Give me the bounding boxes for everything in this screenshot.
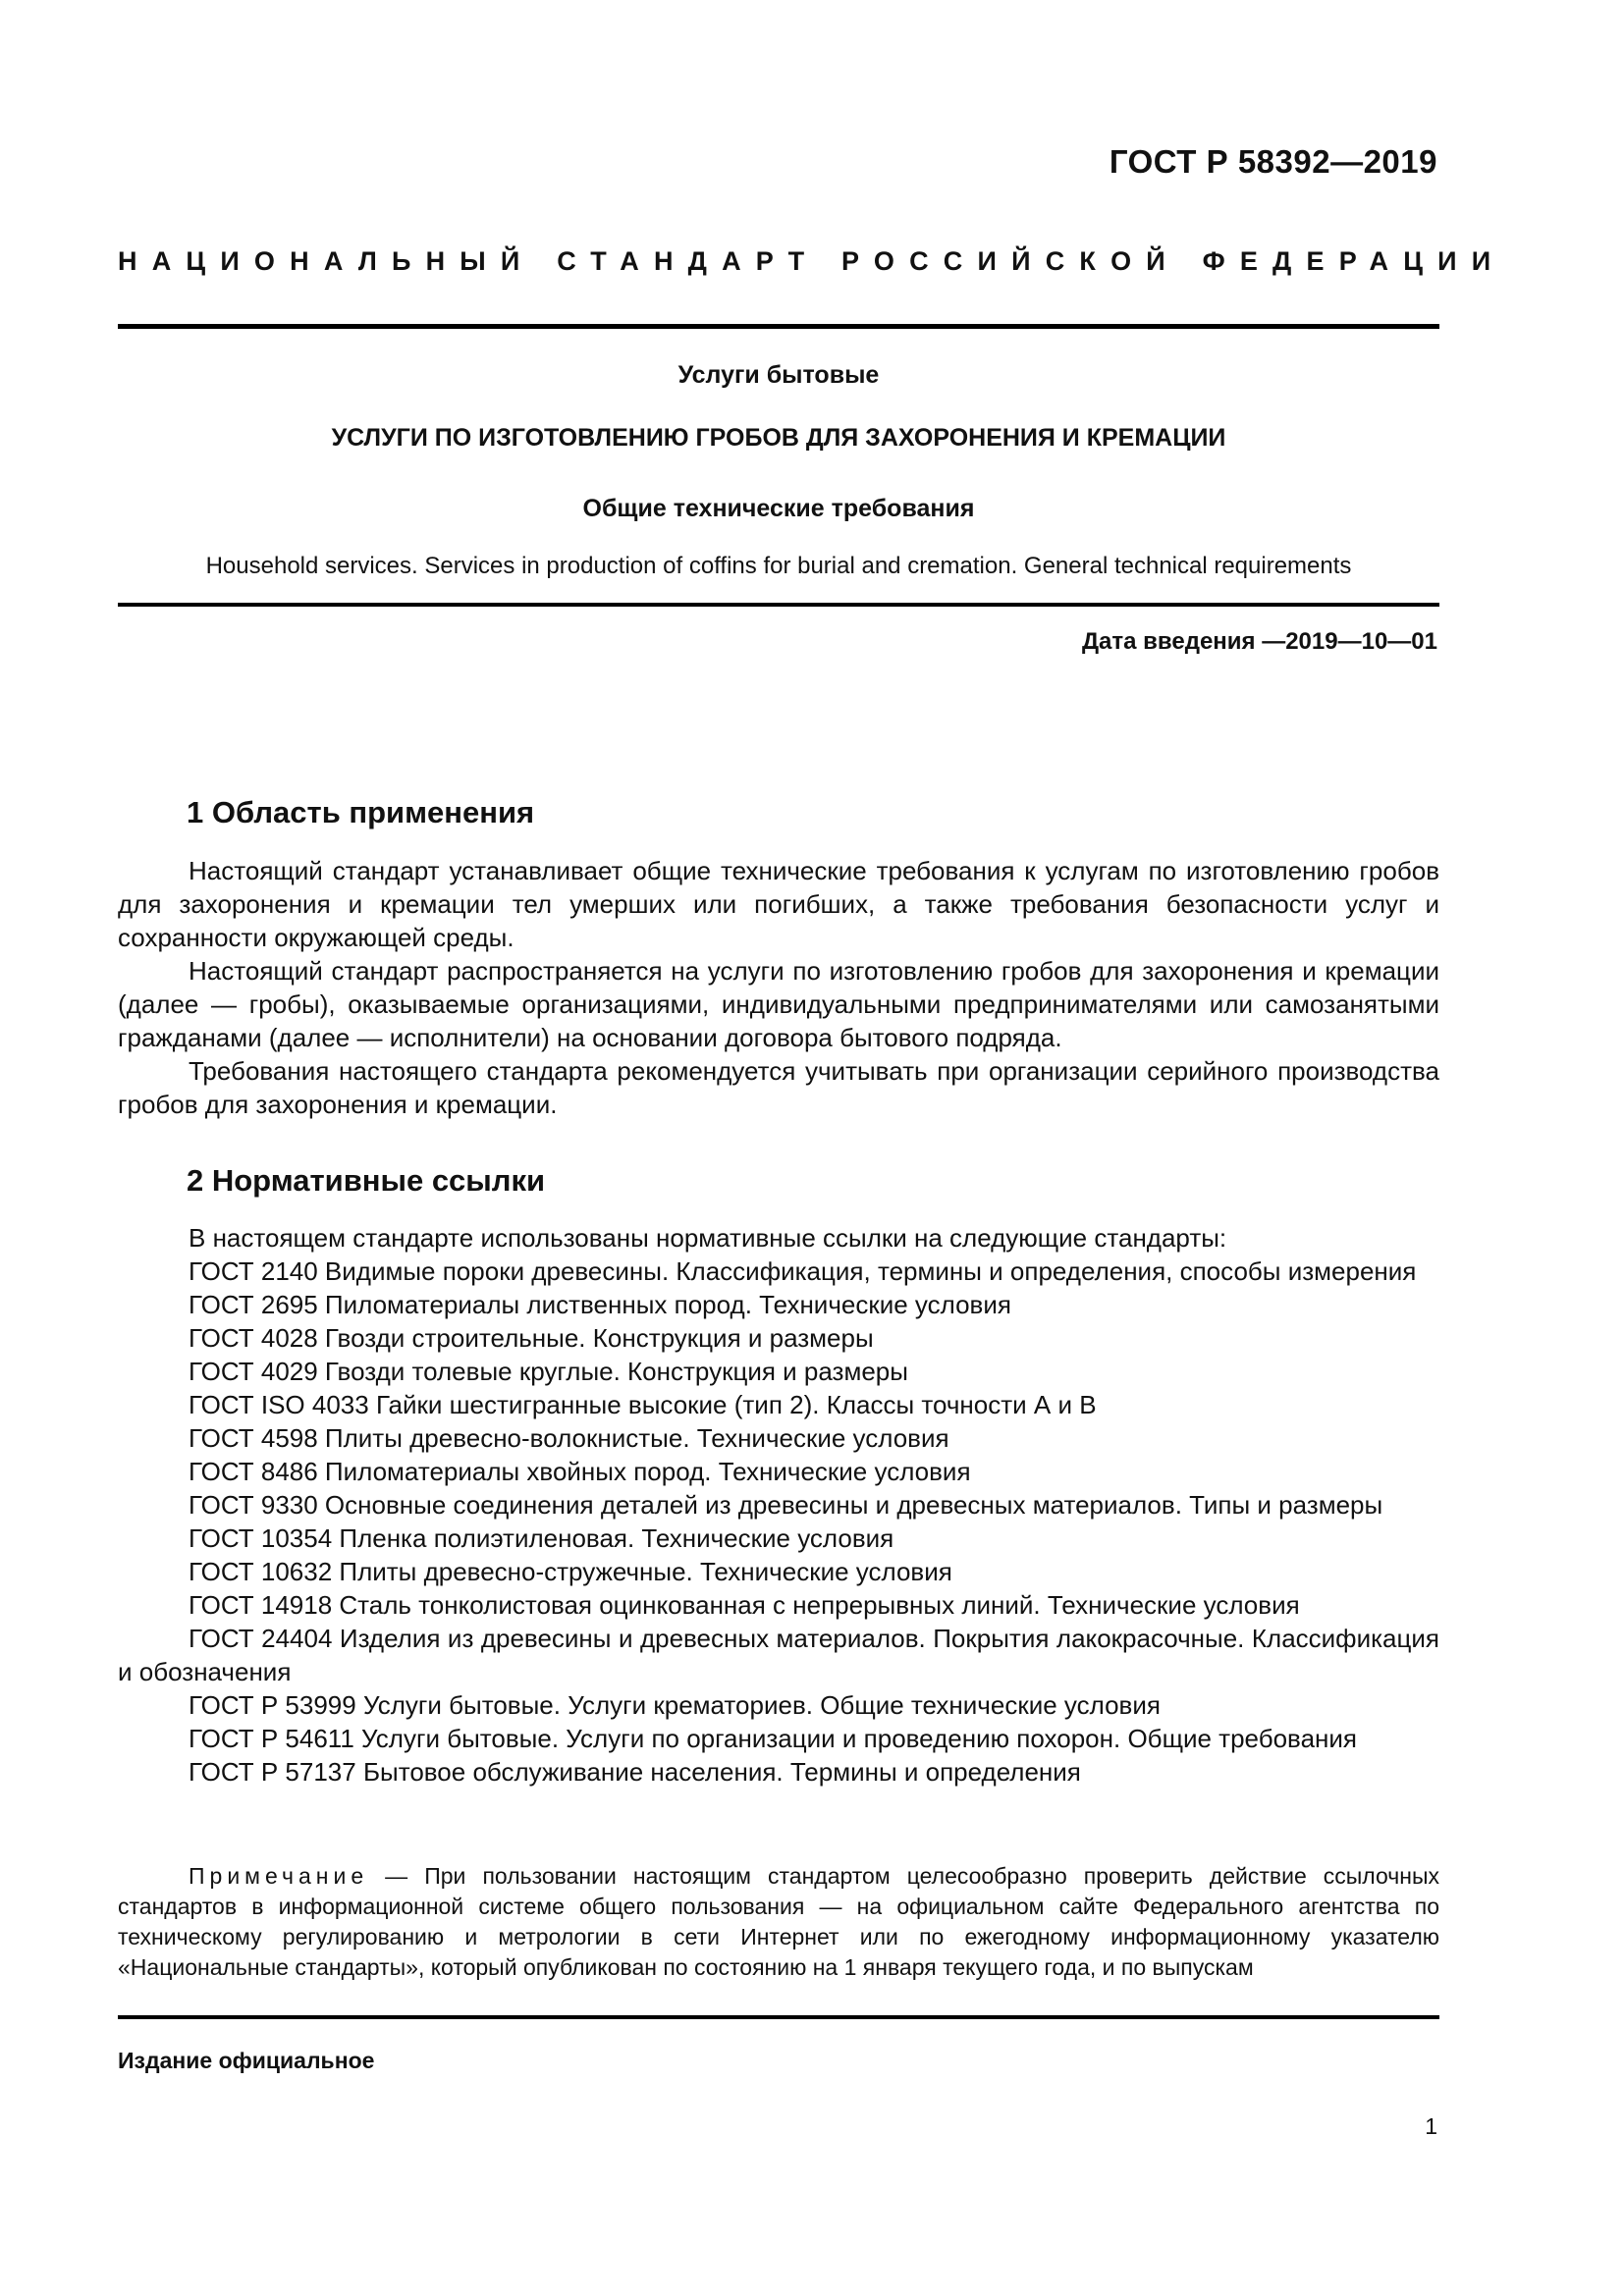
note-text: — При пользовании настоящим стандартом целесообразно проверить действие ссылочных стандартов в информационной системе общего пользования — на официальном сайте Федерального агентства по техническому регулированию и метрологии в сети Интернет или по ежегодному информационному указателю «Национальные стандарты», который опубликован по состоянию на 1 января текущего года, и по выпускам [118,1863,1439,1980]
introduction-date: Дата введения —2019—10—01 [1081,628,1437,655]
reference-item: ГОСТ Р 54611 Услуги бытовые. Услуги по организации и проведению похорон. Общие требования [189,1724,1357,1753]
reference-item: ГОСТ 10632 Плиты древесно-стружечные. Технические условия [189,1557,952,1586]
section-1-paragraph: Требования настоящего стандарта рекомендуется учитывать при организации серийного производства гробов для захоронения и кремации. [118,1056,1439,1119]
official-edition-label: Издание официальное [118,2048,375,2073]
reference-item: ГОСТ 14918 Сталь тонколистовая оцинкованная с непрерывных линий. Технические условия [189,1590,1300,1620]
reference-item: ГОСТ 2695 Пиломатериалы лиственных пород. Технические условия [189,1290,1011,1319]
section-1-body [118,854,1439,1121]
reference-item: ГОСТ 9330 Основные соединения деталей из древесины и древесных материалов. Типы и размеры [189,1490,1383,1520]
section-2-body [118,1221,1439,1789]
english-title: Household services. Services in production of coffins for burial and cremation. General technical requirements [205,553,1352,579]
reference-item: ГОСТ ISO 4033 Гайки шестигранные высокие (тип 2). Классы точности А и В [189,1390,1097,1419]
reference-item: ГОСТ Р 53999 Услуги бытовые. Услуги крематориев. Общие технические условия [189,1690,1161,1720]
reference-item: ГОСТ Р 57137 Бытовое обслуживание населения. Термины и определения [189,1757,1081,1787]
reference-item: ГОСТ 8486 Пиломатериалы хвойных пород. Технические условия [189,1457,971,1486]
reference-note [118,1861,1439,1983]
section-1-heading: 1 Область применения [187,795,535,829]
footer-rule [118,2015,1439,2019]
document-title: УСЛУГИ ПО ИЗГОТОВЛЕНИЮ ГРОБОВ ДЛЯ ЗАХОРОНЕНИЯ И КРЕМАЦИИ [331,424,1226,452]
section-1-paragraph: Настоящий стандарт устанавливает общие технические требования к услугам по изготовлению гробов для захоронения и кремации тел умерших или погибших, а также требования безопасности услуг и сохранности окружающей среды. [118,856,1439,952]
top-rule [118,324,1439,329]
reference-item: ГОСТ 4029 Гвозди толевые круглые. Конструкция и размеры [189,1357,908,1386]
document-number: ГОСТ Р 58392—2019 [1109,143,1437,180]
national-standard-banner: НАЦИОНАЛЬНЫЙ СТАНДАРТ РОССИЙСКОЙ ФЕДЕРАЦИИ [118,246,1506,276]
reference-item: ГОСТ 4598 Плиты древесно-волокнистые. Технические условия [189,1423,949,1453]
section-1-paragraph: Настоящий стандарт распространяется на услуги по изготовлению гробов для захоронения и кремации (далее — гробы), оказываемые организациями, индивидуальными предпринимателями или самозанятыми гражданами (далее — исполнители) на основании договора бытового подряда. [118,956,1439,1052]
document-subtitle: Общие технические требования [582,495,975,522]
section-2-heading: 2 Нормативные ссылки [187,1163,546,1198]
note-label: Примечание [189,1863,369,1889]
reference-item: ГОСТ 2140 Видимые пороки древесины. Классификация, термины и определения, способы измерения [189,1256,1417,1286]
section-2-intro: В настоящем стандарте использованы нормативные ссылки на следующие стандарты: [189,1223,1227,1253]
title-rule [118,603,1439,607]
page-number: 1 [1425,2113,1437,2139]
reference-item: ГОСТ 24404 Изделия из древесины и древесных материалов. Покрытия лакокрасочные. Классификация и обозначения [118,1624,1439,1686]
reference-item: ГОСТ 4028 Гвозди строительные. Конструкция и размеры [189,1323,874,1353]
document-subject: Услуги бытовые [677,361,880,389]
reference-item: ГОСТ 10354 Пленка полиэтиленовая. Технические условия [189,1523,894,1553]
